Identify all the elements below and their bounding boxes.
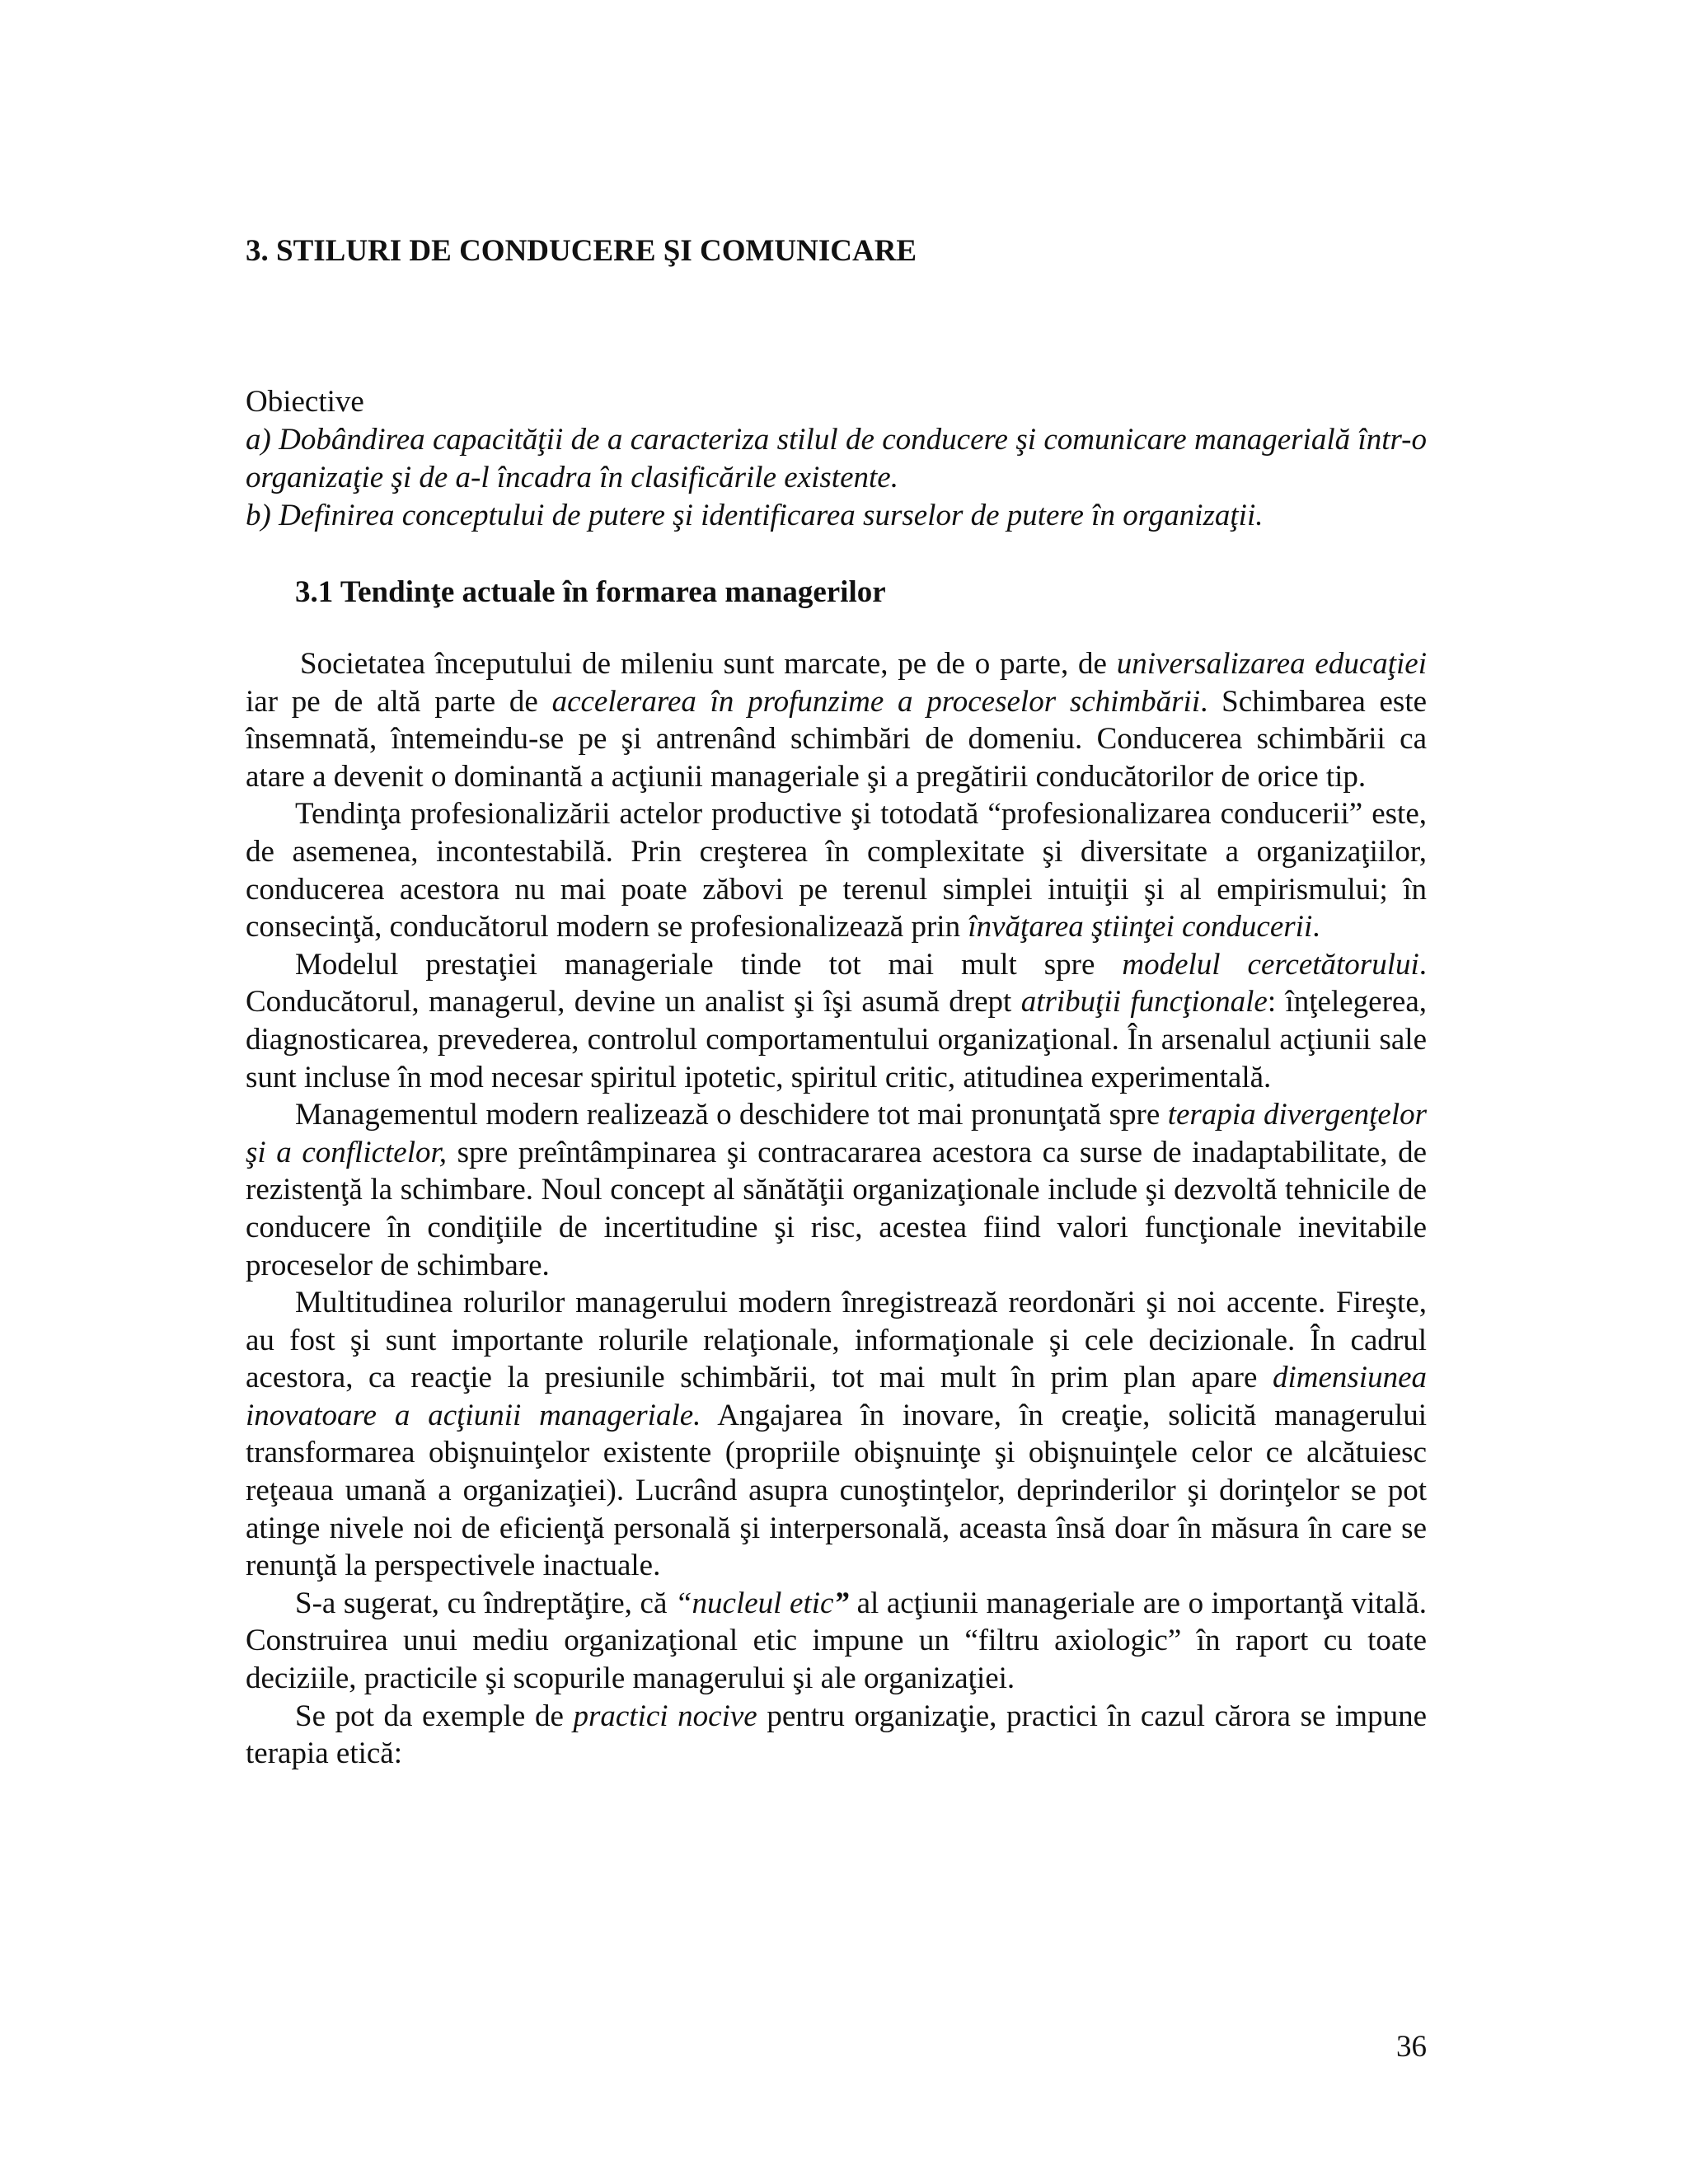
paragraph	[246, 1585, 1427, 1698]
text-run: Societatea începutului de mileniu sunt marcate, pe de o parte, de	[300, 647, 1117, 681]
emphasis: învăţarea ştiinţei conducerii	[968, 910, 1313, 944]
body-text	[246, 645, 1427, 1773]
objectives-heading: Obiective	[246, 385, 364, 419]
emphasis: accelerarea în profunzime a proceselor schimbării	[551, 684, 1201, 719]
chapter-title: 3. STILURI DE CONDUCERE ŞI COMUNICARE	[246, 234, 917, 268]
emphasis: terapia divergenţelor şi a conflictelor,	[246, 1098, 1427, 1169]
objective-item: a) Dobândirea capacităţii de a caracteriza stilul de conducere şi comunicare managerială într-o organizaţie şi de a-l încadra în clasificările existente.	[246, 423, 1427, 494]
emphasis: universalizarea educaţiei	[1116, 647, 1428, 681]
text-run: Multitudinea rolurilor managerului modern înregistrează reordonări şi noi accente. Fireşte, au fost şi sunt importante rolurile relaţionale, informaţionale şi cele decizionale. În cadrul acestora, ca reacţie la presiunile schimbării, tot mai mult în prim plan apare	[246, 1286, 1427, 1395]
paragraph	[246, 1096, 1427, 1284]
text-run: .	[1312, 910, 1320, 944]
objective-item: b) Definirea conceptului de putere şi identificarea surselor de putere în organizaţii.	[246, 499, 1264, 532]
text-run: . Schimbarea este însemnată, întemeindu-se pe şi antrenând schimbări de domeniu. Conducerea schimbării ca atare a devenit o dominantă a acţiunii manageriale şi a pregătirii conducătorilor de orice tip.	[246, 684, 1428, 794]
emphasis: modelul cercetătorului	[1122, 947, 1419, 982]
paragraph	[246, 795, 1427, 945]
paragraph	[246, 645, 1427, 795]
emphasis: “nucleul etic	[674, 1586, 834, 1620]
paragraph	[246, 1698, 1427, 1773]
text-run: : înţelegerea, diagnosticarea, prevederea, controlul comportamentului organizaţional. În arsenalul acţiunii sale sunt incluse în mod necesar spiritul ipotetic, spiritul critic, atitudinea experimentală.	[246, 985, 1427, 1094]
document-page	[246, 0, 1427, 2184]
objectives-block	[246, 383, 1427, 535]
text-run: S-a sugerat, cu îndreptăţire, că	[295, 1586, 675, 1620]
text-run: Angajarea în inovare, în creaţie, solicită managerului transformarea obişnuinţelor existente (propriile obişnuinţe şi obişnuinţele celor ce alcătuiesc reţeaua umană a organizaţiei). Lucrând asupra cunoştinţelor, deprinderilor şi dorinţelor se pot atinge nivele noi de eficienţă personală şi interpersonală, aceasta însă doar în măsura în care se renunţă la perspectivele inactuale.	[246, 1398, 1427, 1583]
text-run: . Conducătorul, managerul, devine un analist şi îşi asumă drept	[246, 947, 1428, 1019]
emphasis: atribuţii funcţionale	[1020, 985, 1268, 1019]
text-run: pentru organizaţie, practici în cazul cărora se impune terapia etică:	[246, 1699, 1427, 1771]
paragraph	[246, 1284, 1427, 1585]
emphasis: dimensiunea inovatoare a acţiunii manageriale.	[246, 1361, 1427, 1432]
text-run: iar pe de altă parte de	[246, 684, 552, 719]
paragraph	[246, 946, 1427, 1096]
text-run: spre preîntâmpinarea şi contracararea acestora ca surse de inadaptabilitate, de rezistenţă la schimbare. Noul concept al sănătăţii organizaţionale include şi dezvoltă tehnicile de conducere în condiţiile de incertitudine şi risc, acestea fiind valori funcţionale inevitabile proceselor de schimbare.	[246, 1135, 1427, 1282]
page-number: 36	[1396, 2030, 1427, 2064]
text-run: Se pot da exemple de	[295, 1699, 574, 1733]
emphasis: practici nocive	[573, 1699, 757, 1733]
emphasis-quote: ”	[833, 1586, 849, 1620]
text-run: Managementul modern realizează o deschidere tot mai pronunţată spre	[295, 1098, 1168, 1132]
text-run: al acţiunii manageriale are o importanţă vitală. Construirea unui mediu organizaţional etic impune un “filtru axiologic” în raport cu toate deciziile, practicile şi scopurile managerului şi ale organizaţiei.	[246, 1586, 1427, 1696]
text-run: Modelul prestaţiei manageriale tinde tot mai mult spre	[295, 947, 1123, 982]
text-run: Tendinţa profesionalizării actelor productive şi totodată “profesionalizarea conducerii” este, de asemenea, incontestabilă. Prin creşterea în complexitate şi diversitate a organizaţiilor, conducerea acestora nu mai poate zăbovi pe terenul simplei intuiţii şi al empirismului; în consecinţă, conducătorul modern se profesionalizează prin	[246, 797, 1427, 944]
section-title: 3.1 Tendinţe actuale în formarea managerilor	[295, 575, 886, 609]
